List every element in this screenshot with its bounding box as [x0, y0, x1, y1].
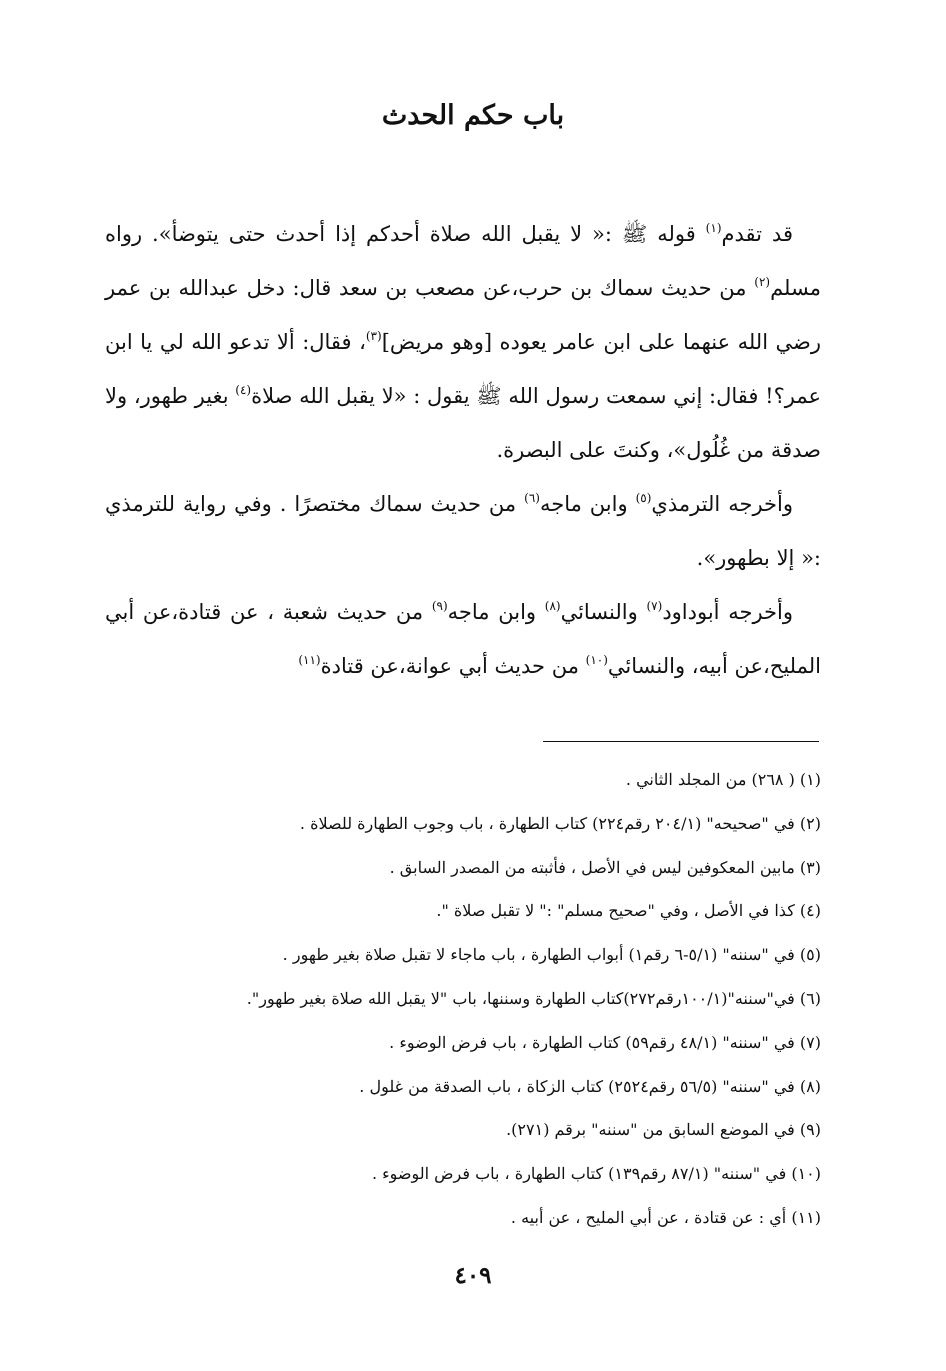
paragraph-text: من حديث شعبة ، عن قتادة،عن أبي المليح،عن أبيه، والنسائي [105, 600, 821, 678]
footnote-separator [543, 741, 819, 742]
paragraph-text: بغير طهور، ولا صدقة من غُلُول»، وكنتَ على البصرة. [105, 384, 821, 462]
footnote-marker: (١٠) [585, 653, 608, 667]
main-text [105, 207, 821, 693]
footnote-marker: (٦) [524, 491, 540, 505]
footnote-marker: (٥) [635, 491, 652, 505]
paragraph-text: وأخرجه أبوداود [662, 600, 794, 624]
footnote-marker: (٣) [365, 329, 382, 343]
footnote-marker: (٢) [754, 275, 771, 289]
paragraph [105, 207, 821, 477]
paragraph [105, 585, 821, 693]
footnote-marker: (٧) [646, 599, 663, 613]
footnote-marker: (٨) [544, 599, 561, 613]
footnote: (٩) في الموضع السابق من "سننه" برقم (٢٧١). [506, 1120, 821, 1140]
paragraph [105, 477, 821, 585]
footnote: (١٠) في "سننه" (٨٧/١ رقم١٣٩) كتاب الطهارة ، باب فرض الوضوء . [371, 1164, 821, 1184]
footnote: (٣) مابين المعكوفين ليس في الأصل ، فأثبته من المصدر السابق . [389, 857, 821, 877]
paragraph-text: من حديث أبي عوانة،عن قتادة [320, 654, 586, 678]
footnote: (٢) في "صحيحه" (٢٠٤/١ رقم٢٢٤) كتاب الطهارة ، باب وجوب الطهارة للصلاة . [299, 813, 821, 833]
footnote-marker: (٤) [235, 383, 252, 397]
paragraph-text: قوله ﷺ :« لا يقبل الله صلاة أحدكم إذا أحدث حتى يتوضأ». رواه مسلم [105, 222, 821, 300]
chapter-title: باب حكم الحدث [381, 100, 565, 131]
page-number: ٤٠٩ [454, 1262, 492, 1289]
footnote: (٦) في"سننه"(١٠٠/١رقم٢٧٢)كتاب الطهارة وسننها، باب "لا يقبل الله صلاة بغير طهور". [246, 988, 821, 1008]
paragraph-text: من حديث سماك بن حرب،عن مصعب بن سعد قال: دخل عبدالله بن عمر رضي الله عنهما على ابن عامر يعوده [وهو مريض] [105, 276, 821, 354]
footnote: (١) ( ٢٦٨) من المجلد الثاني . [625, 770, 821, 789]
paragraph-text: من حديث سماك مختصرًا . وفي رواية للترمذي :« إلا بطهور». [105, 492, 821, 570]
paragraph-text: قد تقدم [721, 222, 793, 246]
footnote-marker: (١) [705, 221, 722, 235]
paragraph-text: والنسائي [560, 600, 647, 624]
footnote: (٤) كذا في الأصل ، وفي "صحيح مسلم" :" لا تقبل صلاة ". [436, 901, 821, 921]
footnote: (٥) في "سننه" (٥/١-٦ رقم١) أبواب الطهارة ، باب ماجاء لا تقبل صلاة بغير طهور . [282, 945, 821, 965]
paragraph-text: ، فقال: ألا تدعو الله لي يا ابن عمر؟! فقال: إني سمعت رسول الله ﷺ يقول : «لا يقبل الله صلاة [105, 330, 821, 408]
footnotes-list [105, 758, 821, 1240]
footnote: (٨) في "سننه" (٥٦/٥ رقم٢٥٢٤) كتاب الزكاة ، باب الصدقة من غلول . [359, 1076, 821, 1096]
footnote-marker: (١١) [298, 653, 321, 667]
footnote: (٧) في "سننه" (٤٨/١ رقم٥٩) كتاب الطهارة ، باب فرض الوضوء . [389, 1032, 821, 1052]
footnote-marker: (٩) [431, 599, 448, 613]
paragraph-text: وابن ماجه [447, 600, 545, 624]
paragraph-text: وابن ماجه [539, 492, 636, 516]
paragraph-text: وأخرجه الترمذي [651, 492, 793, 516]
footnote: (١١) أي : عن قتادة ، عن أبي المليح ، عن أبيه . [510, 1207, 821, 1227]
